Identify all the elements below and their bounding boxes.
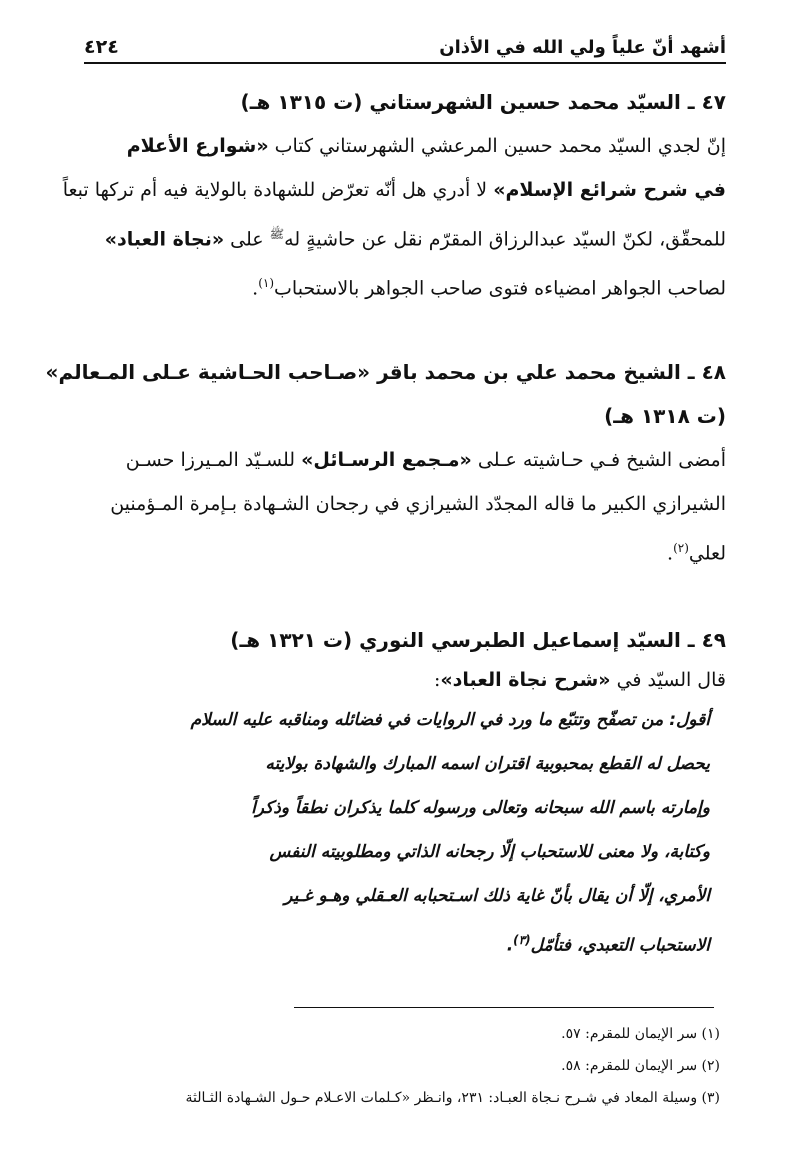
paragraph-line <box>62 168 726 212</box>
section-48 <box>45 350 726 575</box>
book-title: «مـجمع الرسـائل» <box>301 449 472 471</box>
footnote-3: (٣) وسيلة المعاد في شـرح نـجاة العبـاد: ٢٣١، وانـظر «كـلمات الاعـلام حـول الشـهادة الثـالثة <box>185 1090 720 1106</box>
section-49 <box>74 618 726 968</box>
quote-line <box>150 918 710 968</box>
paragraph-line: الشيرازي الكبير ما قاله المجدّد الشيرازي في رجحان الشـهادة بـإمرة المـؤمنين <box>110 493 726 515</box>
text-run: إنّ لجدي السيّد محمد حسين المرعشي الشهرستاني كتاب <box>268 135 726 157</box>
footnote-1: (١) سر الإيمان للمقرم: ٥٧. <box>561 1026 720 1042</box>
text-run: لصاحب الجواهر امضياءه فتوى صاحب الجواهر بالاستحباب <box>274 277 726 300</box>
footnote-ref: (٣) <box>513 933 531 947</box>
book-title: «شرح نجاة العباد» <box>440 669 611 691</box>
section-49-heading: ٤٩ ـ السيّد إسماعيل الطبرسي النوري (ت ١٣٢١ هـ) <box>230 628 726 652</box>
section-47-heading: ٤٧ ـ السيّد محمد حسين الشهرستاني (ت ١٣١٥ هـ) <box>240 90 726 114</box>
text-run: . <box>252 277 259 300</box>
text-run: للسـيّد المـيرزا حسـن <box>125 449 302 471</box>
section-47 <box>62 80 726 311</box>
text-run: للمحقّق، لكنّ السيّد عبدالرزاق المقرّم نقل عن حاشيةٍ له <box>284 228 726 251</box>
section-48-paragraph <box>74 438 726 575</box>
honorific-symbol: ﷺ <box>269 227 285 241</box>
paragraph-line <box>74 124 726 168</box>
section-48-heading-line1: ٤٨ ـ الشيخ محمد علي بن محمد باقر «صـاحب الحـاشية عـلى المـعالم» <box>45 360 726 384</box>
running-title: أشهد أنّ علياً ولي الله في الأذان <box>439 37 726 58</box>
paragraph-line <box>74 261 726 310</box>
page-number: ٤٢٤ <box>84 36 119 58</box>
text-run: قال السيّد في <box>610 669 726 691</box>
section-47-paragraph <box>62 124 726 311</box>
section-49-intro <box>74 662 726 698</box>
book-title: «شوارع الأعلام <box>126 135 269 157</box>
text-run: لعلي <box>688 542 726 565</box>
quote-line: وإمارته باسم الله سبحانه وتعالى ورسوله كلما يذكران نطقاً وذكراً <box>251 798 710 818</box>
section-48-heading-line2: (ت ١٣١٨ هـ) <box>604 404 726 428</box>
book-title: «نجاة العباد» <box>104 228 225 251</box>
quotation-block <box>150 698 710 968</box>
text-run: لا أدري هل أنّه تعرّض للشهادة بالولاية فيه أم تركها تبعاً <box>62 179 494 201</box>
paragraph-line <box>74 212 726 261</box>
paragraph-line <box>74 438 726 482</box>
footnote-ref: (١) <box>258 276 275 291</box>
running-header <box>84 30 726 64</box>
footnote-ref: (٢) <box>673 541 689 555</box>
text-run: . <box>506 935 514 956</box>
footnote-2: (٢) سر الإيمان للمقرم: ٥٨. <box>561 1058 720 1074</box>
footnotes <box>74 1018 720 1114</box>
paragraph-line <box>74 662 726 698</box>
quote-line: الأمري، إلّا أن يقال بأنّ غاية ذلك اسـتحبابه العـقلي وهـو غـير <box>284 886 710 906</box>
quote-line: أقول: من تصفّح وتتبّع ما ورد في الروايات في فضائله ومناقبه عليه السلام <box>190 710 710 730</box>
paragraph-line <box>74 526 726 575</box>
text-run: الاستحباب التعبدي، فتأمّل <box>530 935 710 956</box>
text-run: . <box>667 542 674 565</box>
footnote-divider <box>294 1007 714 1008</box>
book-title: في شرح شرائع الإسلام» <box>493 179 726 201</box>
quote-line: يحصل له القطع بمحبوبية اقتران اسمه المبارك والشهادة بولايته <box>265 754 710 774</box>
quote-line: وكتابة، ولا معنى للاستحباب إلّا رجحانه الذاتي ومطلوبيته النفس <box>269 842 710 862</box>
text-run: على <box>224 228 270 251</box>
text-run: : <box>433 669 441 691</box>
text-run: أمضى الشيخ فـي حـاشيته عـلى <box>471 449 726 471</box>
